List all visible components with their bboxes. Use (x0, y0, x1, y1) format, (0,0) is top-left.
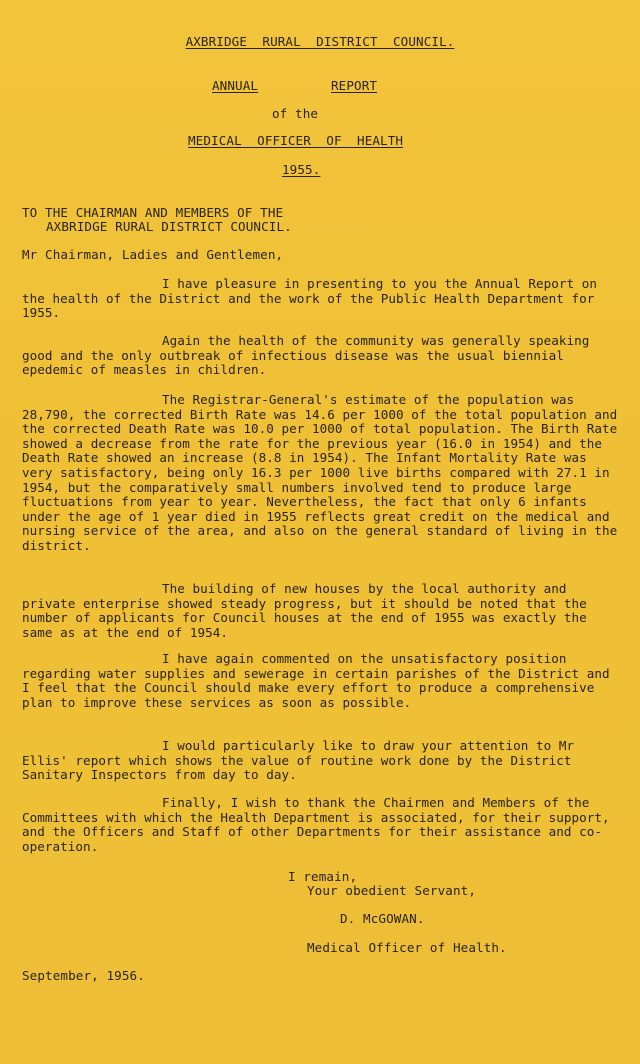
council-heading: AXBRIDGE RURAL DISTRICT COUNCIL. (185, 34, 455, 49)
report-year: 1955. (282, 162, 321, 177)
paragraph-3: The Registrar-General's estimate of the population was 28,790, the corrected Birth Rate was 14.6 per 1000 of the total population and the corrected Death Rate was 10.0 per 1000 of total population. The Birth Rate showed a decrease from the rate for the previous year (16.0 in 1954) and the Death Rate showed an increase (8.8 in 1954). The Infant Mortality Rate was very satisfactory, being only 16.3 per 1000 live births compared with 27.1 in 1954, but the comparatively small numbers involved tend to produce large fluctuations from year to year. Nevertheless, the fact that only 6 infants under the age of 1 year died in 1955 reflects great credit on the medical and nursing service of the area, and also on the general standard of living in the district. (22, 392, 625, 553)
closing-servant: Your obedient Servant, (307, 883, 477, 898)
of-the-line: of the (272, 106, 319, 121)
closing-remain: I remain, (288, 869, 358, 884)
report-heading-annual: ANNUAL (212, 78, 259, 93)
signatory-name: D. McGOWAN. (340, 911, 425, 926)
report-heading-report: REPORT (331, 78, 378, 93)
paragraph-5: I have again commented on the unsatisfactory position regarding water supplies and sewerage in certain parishes of the District and I feel that the Council should make every effort to produce a comprehensive plan to improve these services as soon as possible. (22, 651, 618, 710)
address-line-2: AXBRIDGE RURAL DISTRICT COUNCIL. (46, 219, 292, 234)
paragraph-2: Again the health of the community was generally speaking good and the only outbreak of infectious disease was the usual biennial epedemic of measles in children. (22, 333, 598, 378)
paragraph-7: Finally, I wish to thank the Chairmen and Members of the Committees with which the Health Department is associated, for their support, and the Officers and Staff of other Departments for their assistance and co-operation. (22, 795, 618, 854)
paragraph-1: I have pleasure in presenting to you the Annual Report on the health of the District and the work of the Public Health Department for 1955. (22, 276, 605, 321)
paragraph-6: I would particularly like to draw your attention to Mr Ellis' report which shows the value of routine work done by the District Sanitary Inspectors from day to day. (22, 738, 582, 783)
address-line-1: TO THE CHAIRMAN AND MEMBERS OF THE (22, 205, 284, 220)
paragraph-4: The building of new houses by the local authority and private enterprise showed steady progress, but it should be noted that the number of applicants for Council houses at the end of 1955 was exactly the same as at the end of 1954. (22, 581, 595, 640)
officer-heading: MEDICAL OFFICER OF HEALTH (188, 133, 404, 148)
signatory-title: Medical Officer of Health. (307, 940, 507, 955)
report-date: September, 1956. (22, 968, 145, 983)
salutation: Mr Chairman, Ladies and Gentlemen, (22, 247, 284, 262)
